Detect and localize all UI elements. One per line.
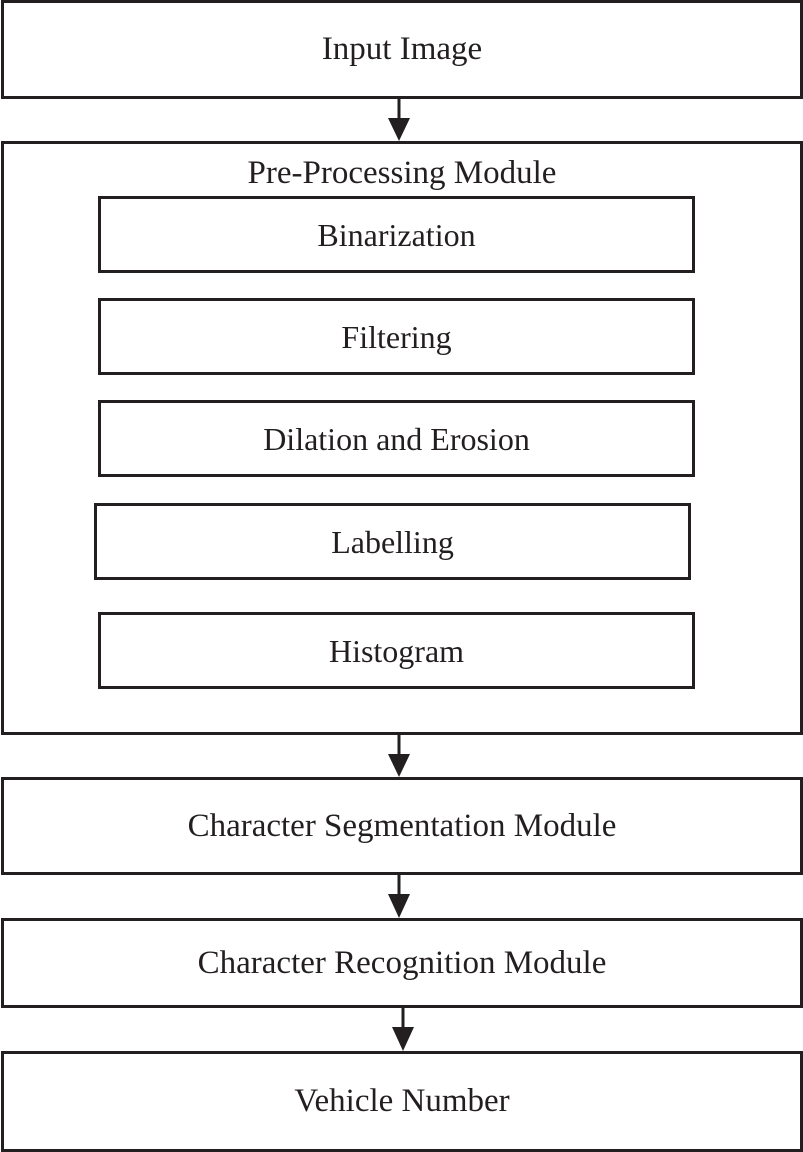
- vehicle-number-label: Vehicle Number: [294, 1083, 510, 1119]
- arrow-segmentation-to-recognition: [388, 873, 410, 918]
- input-image-label: Input Image: [321, 31, 483, 67]
- step-dilation-erosion-box: [98, 400, 695, 477]
- recognition-module-label: Character Recognition Module: [197, 944, 607, 981]
- arrow-preprocessing-to-segmentation: [388, 733, 410, 777]
- step-labelling-box: [94, 503, 691, 580]
- input-image-box: [1, 0, 803, 99]
- segmentation-module-label: Character Segmentation Module: [187, 807, 617, 844]
- step-dilation-erosion-label: Dilation and Erosion: [263, 420, 530, 457]
- step-histogram-label: Histogram: [328, 632, 465, 669]
- step-filtering-label: Filtering: [341, 318, 452, 355]
- recognition-module-box: [1, 918, 803, 1008]
- step-binarization-box: [98, 196, 695, 273]
- step-histogram-box: [98, 612, 695, 689]
- segmentation-module-box: [1, 777, 803, 875]
- arrow-input-to-preprocessing: [388, 97, 410, 141]
- step-labelling-label: Labelling: [331, 523, 454, 560]
- arrow-recognition-to-output: [392, 1006, 414, 1051]
- step-filtering-box: [98, 298, 695, 375]
- vehicle-number-box: [1, 1051, 803, 1152]
- preprocessing-module-title: Pre-Processing Module: [247, 155, 557, 191]
- step-binarization-label: Binarization: [317, 216, 476, 253]
